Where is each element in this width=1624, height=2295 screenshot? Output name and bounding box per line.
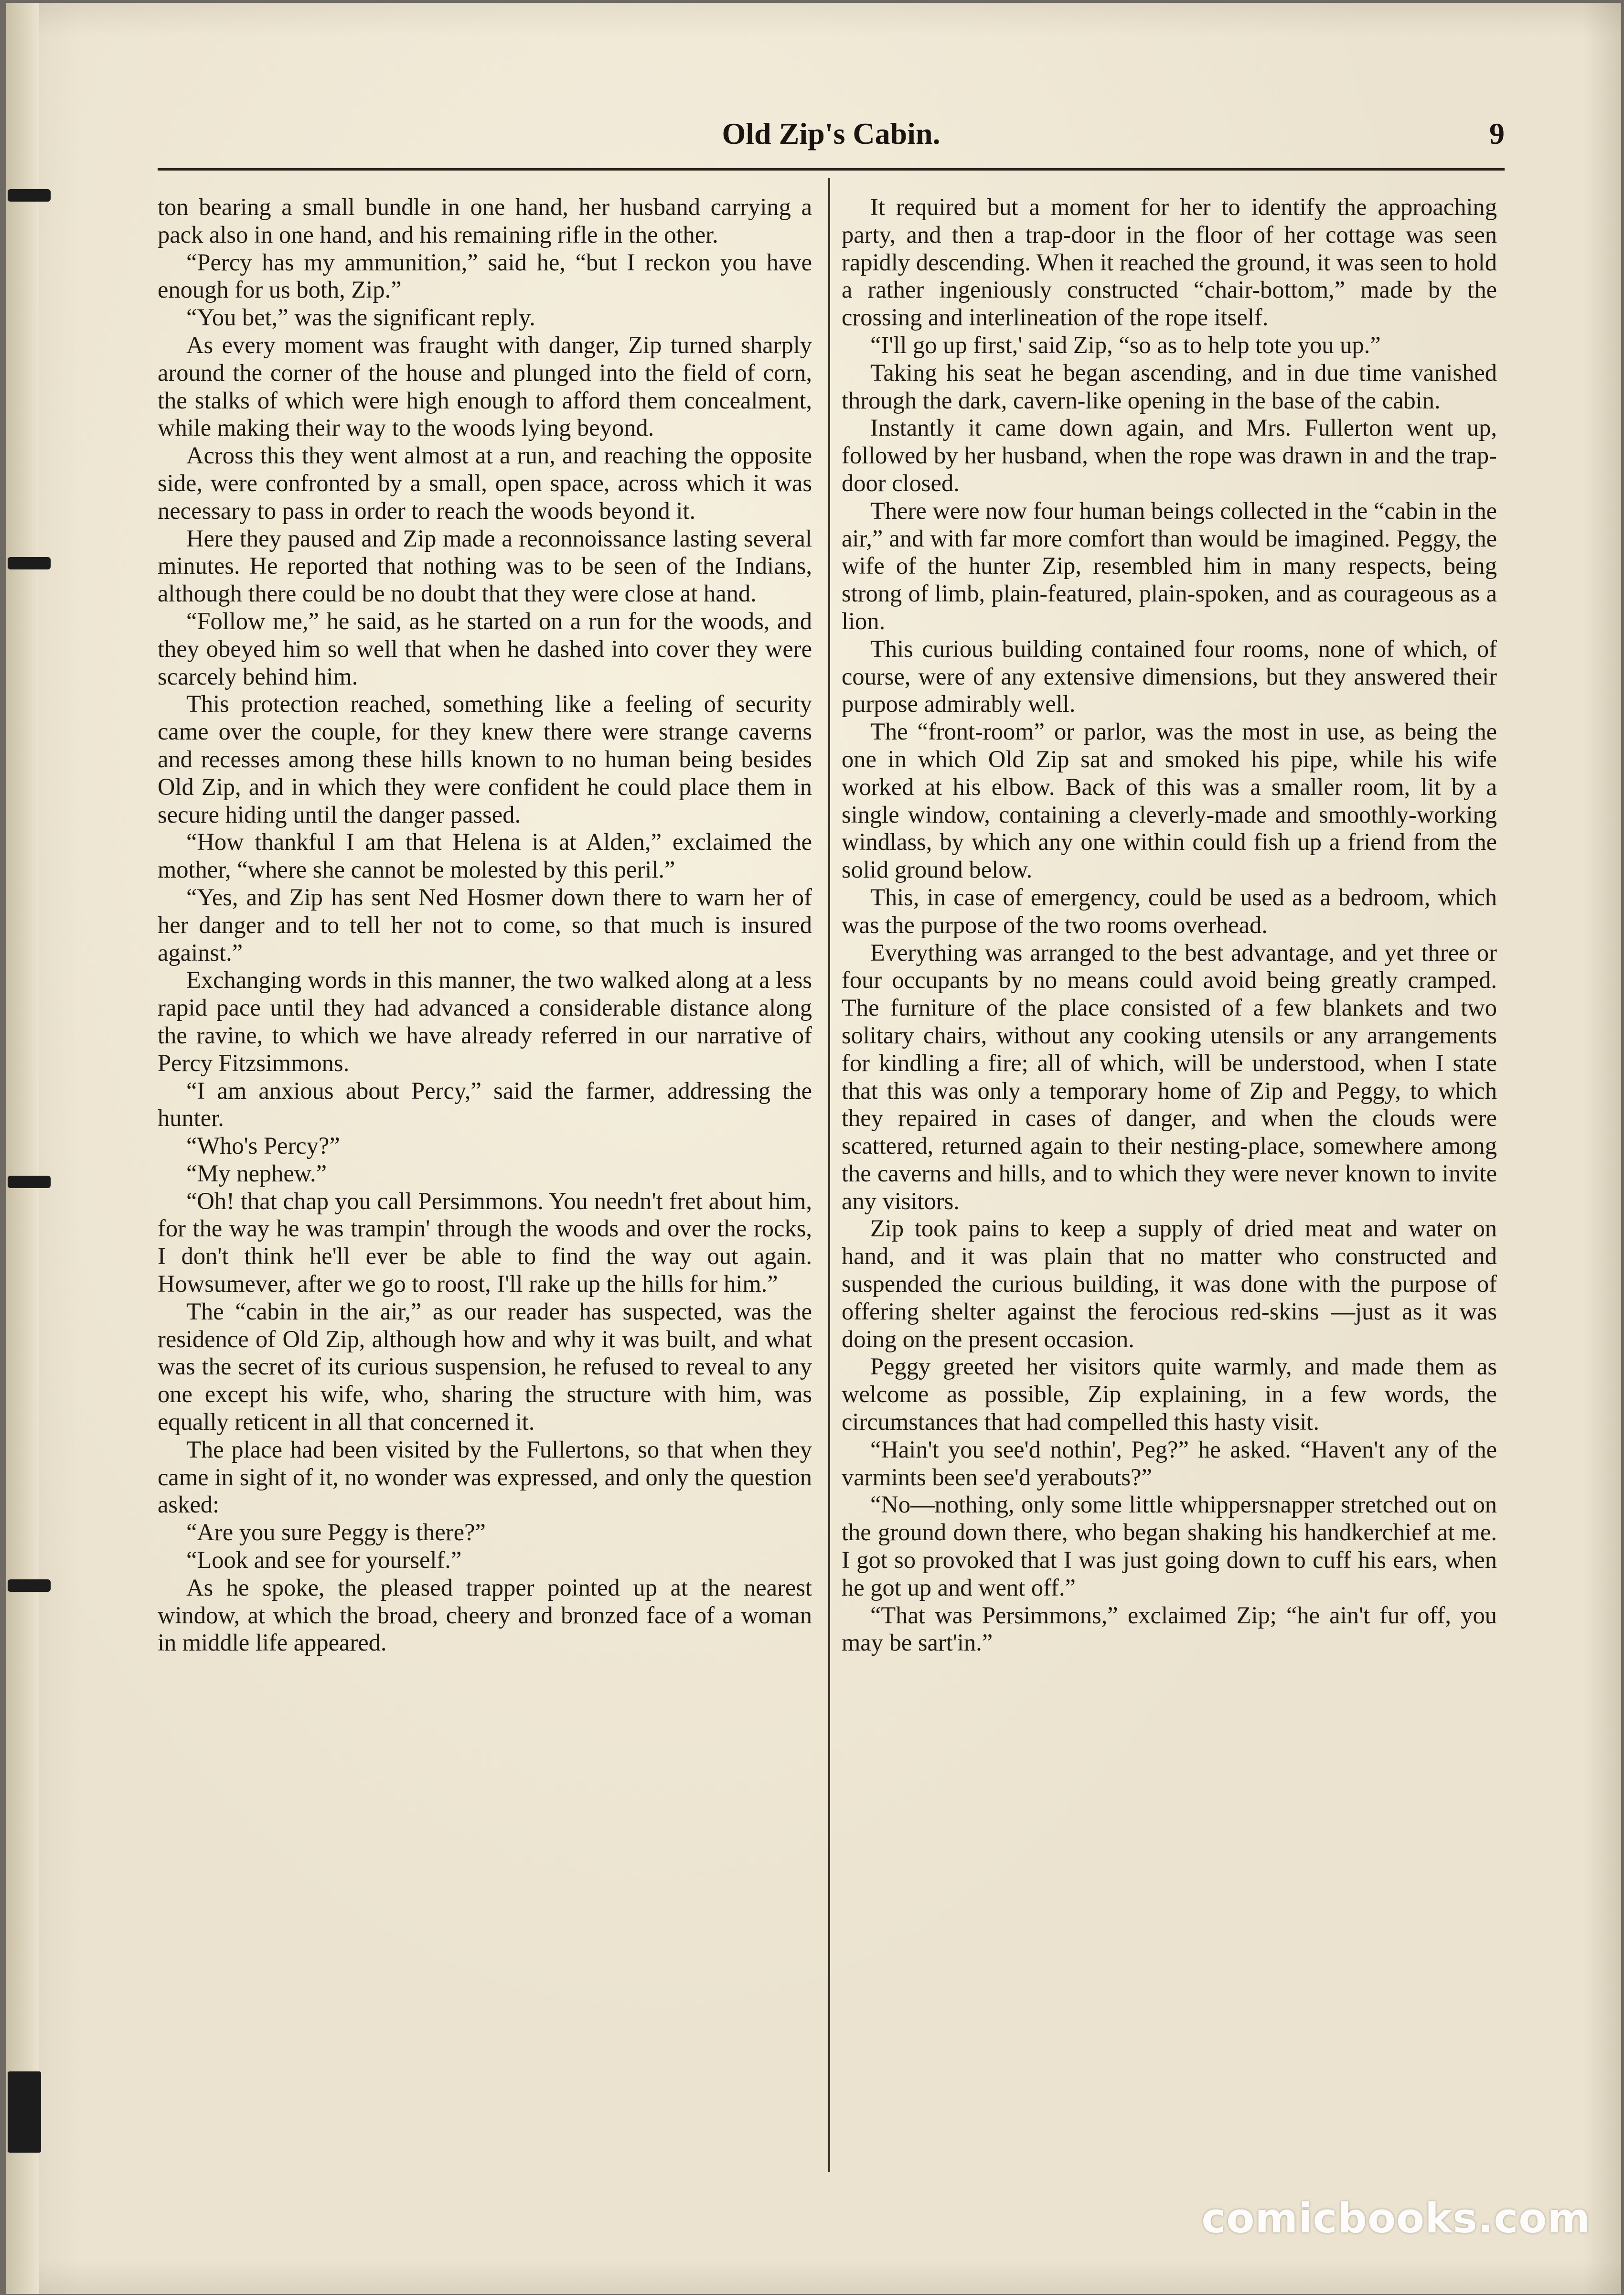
paragraph: As he spoke, the pleased trapper pointed up at the nearest window, at which the broad, cheery and bronzed face of a woman in middle life appeared. <box>158 1574 812 1656</box>
paragraph: Exchanging words in this manner, the two walked along at a less rapid pace until they had advanced a considerable distance along the ravine, to which we have already referred in our narrative of Percy Fitzsimmons. <box>158 966 812 1076</box>
paragraph: “Are you sure Peggy is there?” <box>186 1519 486 1546</box>
paragraph: “I am anxious about Percy,” said the farmer, addressing the hunter. <box>158 1077 812 1132</box>
paragraph: ton bearing a small bundle in one hand, her husband carrying a pack also in one hand, and his remaining rifle in the other. <box>158 193 812 248</box>
right-column <box>842 193 1497 2176</box>
binding-clip <box>8 2071 41 2153</box>
paragraph: “That was Persimmons,” exclaimed Zip; “he ain't fur off, you may be sart'in.” <box>842 1601 1497 1656</box>
paragraph: “Follow me,” he said, as he started on a run for the woods, and they obeyed him so well that when he dashed into cover they were scarcely behind him. <box>158 607 812 690</box>
paragraph: Across this they went almost at a run, and reaching the opposite side, were confronted by a small, open space, across which it was necessary to pass in order to reach the woods beyond it. <box>158 442 812 524</box>
paragraph: “Look and see for yourself.” <box>186 1546 462 1574</box>
site-watermark: comicbooks.com <box>1201 2195 1591 2242</box>
left-column <box>158 193 812 2176</box>
header-rule <box>158 168 1505 171</box>
paragraph: Taking his seat he began ascending, and in due time vanished through the dark, cavern-like opening in the base of the cabin. <box>842 359 1497 414</box>
paragraph: “How thankful I am that Helena is at Alden,” exclaimed the mother, “where she cannot be molested by this peril.” <box>158 828 812 883</box>
paragraph: The place had been visited by the Fullertons, so that when they came in sight of it, no wonder was expressed, and only the question asked: <box>158 1436 812 1518</box>
binding-stitch <box>8 1579 51 1592</box>
paragraph: It required but a moment for her to identify the approaching party, and then a trap-door in the floor of her cottage was seen rapidly descending. When it reached the ground, it was seen to hold a rather ingeniously constructed “chair-bottom,” made by the crossing and interlineation of the rope itself. <box>842 193 1497 331</box>
paragraph: As every moment was fraught with danger, Zip turned sharply around the corner of the house and plunged into the field of corn, the stalks of which were high enough to afford them concealment, while making their way to the woods lying beyond. <box>158 331 812 441</box>
paragraph: This, in case of emergency, could be used as a bedroom, which was the purpose of the two rooms overhead. <box>842 883 1497 938</box>
paragraph: “Oh! that chap you call Persimmons. You needn't fret about him, for the way he was trampin' through the woods and over the rocks, I don't think he'll ever be able to find the way out again. Howsumever, after we go to roost, I'll rake up the hills for him.” <box>158 1187 812 1298</box>
paragraph: Everything was arranged to the best advantage, and yet three or four occupants by no means could avoid being greatly cramped. The furniture of the place consisted of a few blankets and two solitary chairs, without any cooking utensils or any arrangements for kindling a fire; all of which, will be understood, when I state that this was only a temporary home of Zip and Peggy, to which they repaired in cases of danger, and when the clouds were scattered, returned again to their nesting-place, somewhere among the caverns and hills, and to which they were never known to invite any visitors. <box>842 939 1497 1214</box>
column-divider <box>828 178 830 2172</box>
paragraph: “Hain't you see'd nothin', Peg?” he asked. “Haven't any of the varmints been see'd yerabouts?” <box>842 1436 1497 1491</box>
paragraph: Peggy greeted her visitors quite warmly, and made them as welcome as possible, Zip explaining, in a few words, the circumstances that had compelled this hasty visit. <box>842 1353 1497 1436</box>
paragraph: This protection reached, something like a feeling of security came over the couple, for they knew there were strange caverns and recesses among these hills known to no human being besides Old Zip, and in which they were confident he could place them in secure hiding until the danger passed. <box>158 690 812 828</box>
paragraph: The “cabin in the air,” as our reader has suspected, was the residence of Old Zip, although how and why it was built, and what was the secret of its curious suspension, he refused to reveal to any one except his wife, who, sharing the structure with him, was equally reticent in all that concerned it. <box>158 1298 812 1436</box>
paragraph: “Who's Percy?” <box>186 1132 340 1159</box>
paragraph: The “front-room” or parlor, was the most in use, as being the one in which Old Zip sat and smoked his pipe, while his wife worked at his elbow. Back of this was a smaller room, lit by a single window, containing a cleverly-made and smoothly-working windlass, by which any one within could fish up a friend from the solid ground below. <box>842 718 1497 883</box>
paragraph: There were now four human beings collected in the “cabin in the air,” and with far more comfort than would be imagined. Peggy, the wife of the hunter Zip, resembled him in many respects, being strong of limb, plain-featured, plain-spoken, and as courageous as a lion. <box>842 497 1497 634</box>
paragraph: This curious building contained four rooms, none of which, of course, were of any extensive dimensions, but they answered their purpose admirably well. <box>842 635 1497 718</box>
page-header <box>158 110 1505 167</box>
binding-stitch <box>8 557 51 569</box>
paragraph: Instantly it came down again, and Mrs. Fullerton went up, followed by her husband, when the rope was drawn in and the trap-door closed. <box>842 414 1497 496</box>
paragraph: “My nephew.” <box>186 1159 327 1187</box>
paragraph: Here they paused and Zip made a reconnoissance lasting several minutes. He reported that nothing was to be seen of the Indians, although there could be no doubt that they were close at hand. <box>158 525 812 607</box>
paragraph: “Percy has my ammunition,” said he, “but I reckon you have enough for us both, Zip.” <box>158 248 812 303</box>
paragraph: “Yes, and Zip has sent Ned Hosmer down there to warn her of her danger and to tell her not to come, so that much is insured against.” <box>158 883 812 966</box>
paragraph: Zip took pains to keep a supply of dried meat and water on hand, and it was plain that no matter who constructed and suspended the curious building, it was done with the purpose of offering shelter against the ferocious red-skins —just as it was doing on the present occasion. <box>842 1215 1497 1352</box>
paragraph: “No—nothing, only some little whippersnapper stretched out on the ground down there, who began shaking his handkerchief at me. I got so provoked that I was just going down to cuff his ears, when he got up and went off.” <box>842 1491 1497 1601</box>
paragraph: “You bet,” was the significant reply. <box>186 304 535 331</box>
binding-shadow <box>6 3 39 2294</box>
binding-stitch <box>8 1176 51 1188</box>
binding-stitch <box>8 189 51 202</box>
page-number: 9 <box>1489 117 1505 150</box>
running-title: Old Zip's Cabin. <box>722 117 940 150</box>
paragraph: “I'll go up first,' said Zip, “so as to help tote you up.” <box>870 331 1381 358</box>
